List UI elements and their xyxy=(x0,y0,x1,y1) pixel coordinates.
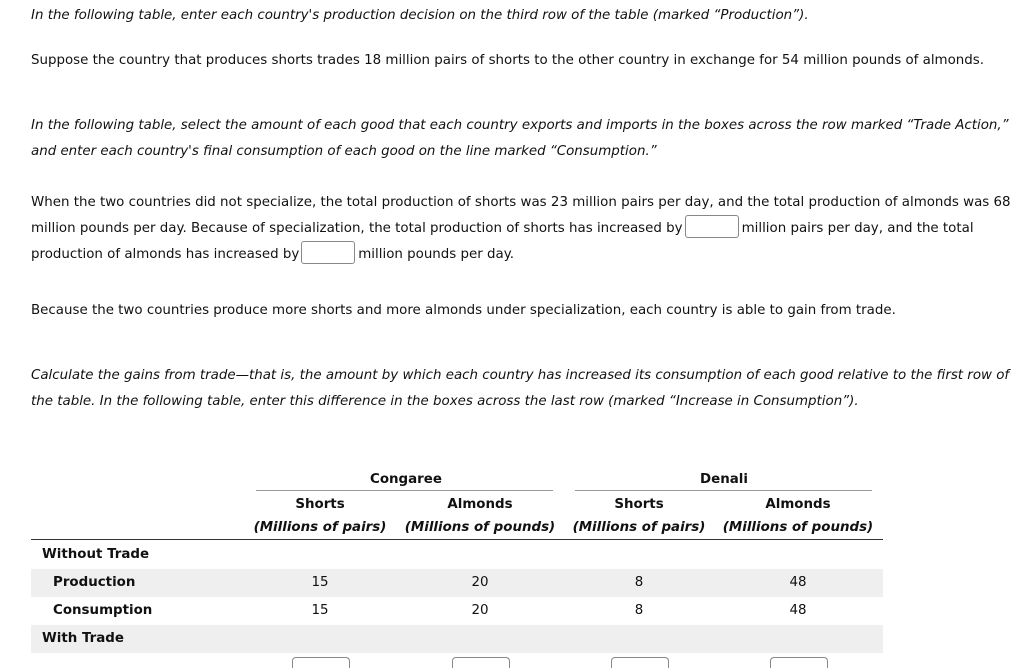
header-rule xyxy=(31,539,883,540)
cell-value: 48 xyxy=(789,575,807,590)
cell-value: 15 xyxy=(311,603,329,618)
cell-value: 20 xyxy=(471,575,489,590)
cell-value: 8 xyxy=(634,603,644,618)
instruction-production: In the following table, enter each country's production decision on the third row of the table (marked “Production”). xyxy=(31,8,809,23)
denali-group-line xyxy=(575,490,872,491)
gain-statement: Because the two countries produce more shorts and more almonds under specialization, each country is able to gain from trade. xyxy=(31,303,896,318)
with-trade-production-congaree-almonds-input[interactable] xyxy=(452,657,510,668)
section-row-with-trade xyxy=(31,625,883,653)
congaree-group-line xyxy=(256,490,553,491)
col-header-congaree-shorts: Shorts xyxy=(295,497,345,512)
specialization-text-b: million pairs per day, and the total production of almonds has increased by xyxy=(31,221,974,262)
instruction-trade-action: In the following table, select the amount of each good that each country exports and imports in the boxes across the row marked “Trade Action,” and enter each country's final consumption of each good on the line marked “Consumption.” xyxy=(31,118,1009,159)
cell-value: 8 xyxy=(634,575,644,590)
with-trade-production-denali-almonds-input[interactable] xyxy=(770,657,828,668)
section-label-with-trade: With Trade xyxy=(42,631,124,646)
with-trade-production-congaree-shorts-input[interactable] xyxy=(292,657,350,668)
col-unit-congaree-almonds: (Millions of pounds) xyxy=(404,520,556,535)
almonds-increase-input[interactable] xyxy=(301,241,355,264)
instruction-gains: Calculate the gains from trade—that is, the amount by which each country has increased its consumption of each good relative to the first row of the table. In the following table, enter this difference in the boxes across the last row (marked “Increase in Consumption”). xyxy=(31,368,1010,409)
row-label-production: Production xyxy=(53,575,136,590)
specialization-paragraph xyxy=(31,190,1016,268)
col-unit-denali-shorts: (Millions of pairs) xyxy=(572,520,706,535)
col-unit-congaree-shorts: (Millions of pairs) xyxy=(253,520,387,535)
table-row xyxy=(31,597,883,625)
shorts-increase-input[interactable] xyxy=(685,215,739,238)
col-header-denali-almonds: Almonds xyxy=(765,497,831,512)
instruction-trade-terms: Suppose the country that produces shorts trades 18 million pairs of shorts to the other country in exchange for 54 million pounds of almonds. xyxy=(31,53,985,68)
country-header-denali: Denali xyxy=(700,472,748,487)
specialization-text-a: When the two countries did not specialize, the total production of shorts was 23 million pairs per day, and the total production of almonds was 68 million pounds per day. Because of specialization, the total production of shorts has increased by xyxy=(31,195,1011,236)
row-label-consumption: Consumption xyxy=(53,603,153,618)
cell-value: 15 xyxy=(311,575,329,590)
trade-table xyxy=(31,466,883,661)
country-header-congaree: Congaree xyxy=(370,472,442,487)
section-row-without-trade xyxy=(31,541,883,569)
cell-value: 20 xyxy=(471,603,489,618)
with-trade-production-denali-shorts-input[interactable] xyxy=(611,657,669,668)
col-unit-denali-almonds: (Millions of pounds) xyxy=(722,520,874,535)
specialization-text-c: million pounds per day. xyxy=(358,247,515,262)
table-row xyxy=(31,569,883,597)
section-label-without-trade: Without Trade xyxy=(42,547,150,562)
col-header-denali-shorts: Shorts xyxy=(614,497,664,512)
cell-value: 48 xyxy=(789,603,807,618)
col-header-congaree-almonds: Almonds xyxy=(447,497,513,512)
